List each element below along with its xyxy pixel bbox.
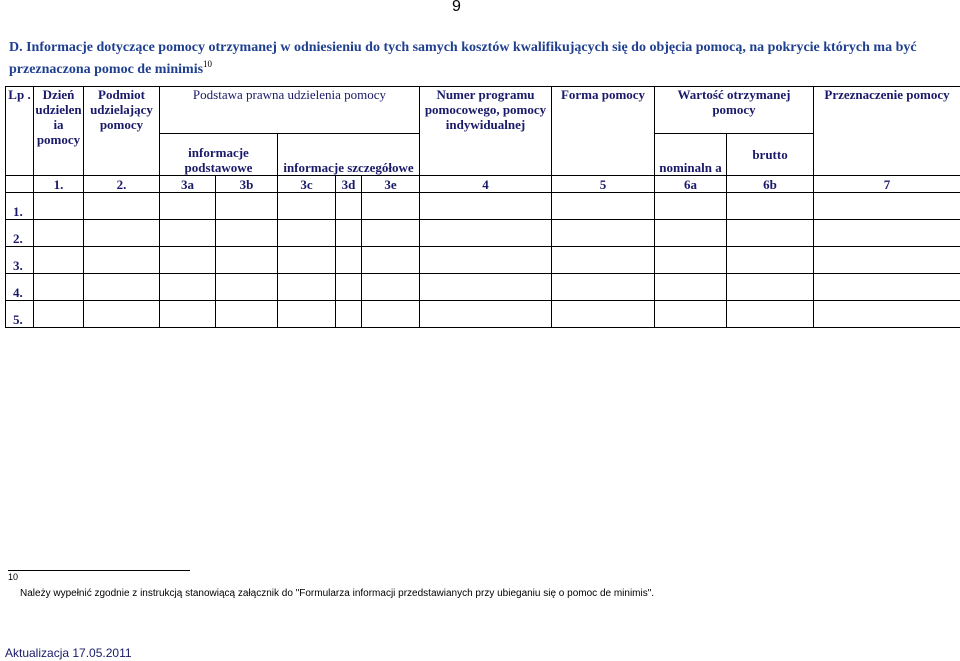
update-note: Aktualizacja 17.05.2011	[5, 646, 132, 660]
cell[interactable]	[727, 247, 814, 274]
footnote-number: 10	[8, 572, 19, 582]
colnum-2: 2.	[84, 176, 160, 193]
row-number: 5.	[6, 301, 34, 328]
header-purpose: Przeznaczenie pomocy	[814, 87, 960, 176]
cell[interactable]	[552, 193, 655, 220]
cell[interactable]	[160, 274, 216, 301]
header-basic-info: informacje podstawowe	[160, 134, 278, 176]
colnum-blank	[6, 176, 34, 193]
row-number: 1.	[6, 193, 34, 220]
section-heading	[9, 40, 954, 78]
colnum-3e: 3e	[362, 176, 420, 193]
colnum-3d: 3d	[336, 176, 362, 193]
colnum-3b: 3b	[216, 176, 278, 193]
cell[interactable]	[216, 301, 278, 328]
cell[interactable]	[420, 247, 552, 274]
cell[interactable]	[336, 274, 362, 301]
row-number: 2.	[6, 220, 34, 247]
cell[interactable]	[814, 274, 960, 301]
table-row	[6, 247, 960, 274]
colnum-3c: 3c	[278, 176, 336, 193]
cell[interactable]	[278, 301, 336, 328]
cell[interactable]	[814, 301, 960, 328]
cell[interactable]	[278, 193, 336, 220]
cell[interactable]	[160, 301, 216, 328]
cell[interactable]	[34, 274, 84, 301]
cell[interactable]	[34, 247, 84, 274]
cell[interactable]	[420, 220, 552, 247]
header-detailed-info: informacje szczegółowe	[278, 134, 420, 176]
colnum-6b: 6b	[727, 176, 814, 193]
footnote-reference: 10	[203, 59, 213, 69]
cell[interactable]	[34, 301, 84, 328]
cell[interactable]	[814, 193, 960, 220]
row-number: 4.	[6, 274, 34, 301]
cell[interactable]	[216, 220, 278, 247]
cell[interactable]	[216, 247, 278, 274]
colnum-6a: 6a	[655, 176, 727, 193]
header-gross: brutto	[727, 134, 814, 176]
header-lp: Lp .	[6, 87, 34, 176]
cell[interactable]	[336, 220, 362, 247]
header-legal-basis: Podstawa prawna udzielenia pomocy	[160, 87, 420, 134]
cell[interactable]	[362, 220, 420, 247]
cell[interactable]	[420, 301, 552, 328]
table-row	[6, 274, 960, 301]
cell[interactable]	[655, 274, 727, 301]
cell[interactable]	[278, 247, 336, 274]
cell[interactable]	[362, 247, 420, 274]
footnote	[8, 572, 655, 600]
cell[interactable]	[216, 193, 278, 220]
table-row	[6, 301, 960, 328]
cell[interactable]	[84, 193, 160, 220]
cell[interactable]	[420, 193, 552, 220]
header-program-number: Numer programu pomocowego, pomocy indywidualnej	[420, 87, 552, 176]
section-heading-text: D. Informacje dotyczące pomocy otrzymanej w odniesieniu do tych samych kosztów kwalifikujących się do objęcia pomocą, na pokrycie których ma być przeznaczona pomoc de minimis	[9, 40, 917, 77]
cell[interactable]	[362, 301, 420, 328]
cell[interactable]	[727, 274, 814, 301]
cell[interactable]	[34, 220, 84, 247]
cell[interactable]	[552, 247, 655, 274]
cell[interactable]	[216, 274, 278, 301]
header-nominal: nominaln a	[655, 134, 727, 176]
cell[interactable]	[84, 274, 160, 301]
header-aid-form: Forma pomocy	[552, 87, 655, 176]
cell[interactable]	[552, 301, 655, 328]
cell[interactable]	[160, 247, 216, 274]
colnum-5: 5	[552, 176, 655, 193]
cell[interactable]	[278, 274, 336, 301]
cell[interactable]	[727, 220, 814, 247]
cell[interactable]	[655, 301, 727, 328]
cell[interactable]	[362, 274, 420, 301]
cell[interactable]	[336, 193, 362, 220]
colnum-3a: 3a	[160, 176, 216, 193]
colnum-1: 1.	[34, 176, 84, 193]
cell[interactable]	[727, 193, 814, 220]
cell[interactable]	[655, 247, 727, 274]
header-aid-value: Wartość otrzymanej pomocy	[655, 87, 814, 134]
cell[interactable]	[160, 193, 216, 220]
cell[interactable]	[655, 220, 727, 247]
page-number: 9	[452, 0, 461, 15]
cell[interactable]	[655, 193, 727, 220]
aid-table	[5, 86, 960, 328]
header-granting-entity: Podmiot udzielający pomocy	[84, 87, 160, 176]
cell[interactable]	[160, 220, 216, 247]
row-number: 3.	[6, 247, 34, 274]
cell[interactable]	[278, 220, 336, 247]
cell[interactable]	[84, 220, 160, 247]
cell[interactable]	[420, 274, 552, 301]
cell[interactable]	[552, 274, 655, 301]
cell[interactable]	[336, 247, 362, 274]
cell[interactable]	[34, 193, 84, 220]
cell[interactable]	[727, 301, 814, 328]
table-row	[6, 193, 960, 220]
cell[interactable]	[84, 301, 160, 328]
footnote-text: Należy wypełnić zgodnie z instrukcją stanowiącą załącznik do "Formularza informacji przedstawianych przy ubieganiu się o pomoc de minimis".	[20, 588, 655, 600]
cell[interactable]	[814, 247, 960, 274]
cell[interactable]	[336, 301, 362, 328]
header-date: Dzień udzielen ia pomocy	[34, 87, 84, 176]
cell[interactable]	[84, 247, 160, 274]
footnote-divider	[8, 570, 190, 571]
cell[interactable]	[814, 220, 960, 247]
colnum-4: 4	[420, 176, 552, 193]
cell[interactable]	[362, 193, 420, 220]
cell[interactable]	[552, 220, 655, 247]
table-row	[6, 220, 960, 247]
colnum-7: 7	[814, 176, 960, 193]
